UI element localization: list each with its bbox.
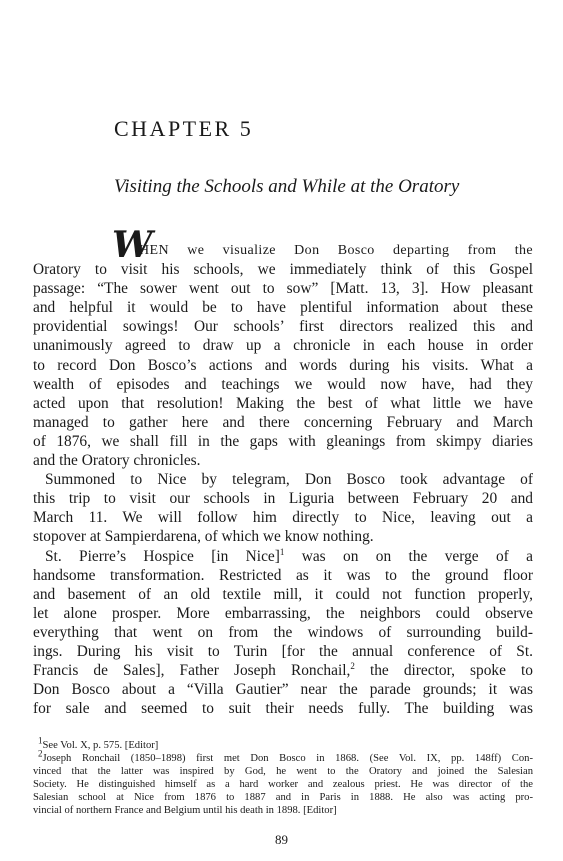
text-line: this trip to visit our schools in Liguria between February 20 and — [33, 490, 533, 508]
text-line: March 11. We will follow him directly to Nice, leaving out a — [33, 509, 533, 527]
text-line: Oratory to visit his schools, we immediately think of this Gospel — [33, 261, 533, 279]
text-line: managed to gather here and there concerning February and March — [33, 413, 533, 431]
small-caps-word: HEN we visualize Don Bosco departing from the — [139, 243, 533, 258]
text-line: everything that went on from the windows of surrounding build- — [33, 623, 533, 641]
text-line — [33, 547, 533, 566]
text-line: unanimously agreed to draw up a chronicle in each house in order — [33, 337, 533, 355]
text-line: of 1876, we shall fill in the gaps with gleanings from skimpy diaries — [33, 432, 533, 450]
text-line: and the Oratory chronicles. — [33, 452, 201, 470]
text-line: and basement of an old textile mill, it could not function properly, — [33, 585, 533, 603]
page-number: 89 — [275, 832, 288, 847]
text-line: stopover at Sampierdarena, of which we know nothing. — [33, 528, 374, 546]
footnote-line: vinced that the latter was inspired by God, he went to the Oratory and joined the Salesian — [33, 766, 533, 778]
text-line — [33, 661, 533, 680]
text-line: handsome transformation. Restricted as it was to the ground floor — [33, 566, 533, 584]
body-text — [33, 224, 533, 718]
text-fragment: St. Pierre’s Hospice [in Nice] — [45, 547, 280, 565]
footnotes — [33, 735, 533, 818]
text-line: let alone prosper. More embarrassing, the neighbors could observe — [33, 604, 533, 622]
text-line: for sale and seemed to suit their needs fully. The building was — [33, 700, 533, 718]
footnote-line: Society. He distinguished himself as a hard worker and zealous priest. He was director of the — [33, 779, 533, 791]
footnote-line: vincial of northern France and Belgium until his death in 1898. [Editor] — [33, 805, 337, 817]
footnote-ref: 2 — [350, 660, 355, 671]
chapter-title: Visiting the Schools and While at the Oratory — [114, 176, 460, 197]
text-line: providential sowings! Our schools’ first directors realized this and — [33, 318, 533, 336]
footnote-text: Joseph Ronchail (1850–1898) first met Don Bosco in 1868. (See Vol. IX, pp. 148ff) Con- — [42, 753, 533, 765]
text-line: ings. During his visit to Turin [for the annual conference of St. — [33, 642, 533, 660]
text-line: acted upon that resolution! Making the best of what little we have — [33, 394, 533, 412]
text-line: Summoned to Nice by telegram, Don Bosco took advantage of — [45, 471, 533, 489]
drop-cap: W — [112, 224, 153, 266]
footnote-mark: 2 — [38, 748, 43, 759]
footnote-mark: 1 — [38, 735, 43, 746]
footnote-1 — [33, 735, 533, 752]
text-line: wealth of episodes and teachings we would now have, had they — [33, 375, 533, 393]
text-line: Don Bosco about a “Villa Gautier” near the parade grounds; it was — [33, 681, 533, 699]
text-line: and helpful it would be to have plentiful information about these — [33, 299, 533, 317]
footnote-text: See Vol. X, p. 575. [Editor] — [42, 740, 159, 751]
footnote-2 — [33, 748, 533, 765]
text-line — [33, 224, 533, 266]
text-fragment: was on on the verge of a — [284, 547, 533, 565]
text-fragment: Francis de Sales], Father Joseph Ronchail, — [33, 662, 351, 680]
text-line: to record Don Bosco’s actions and words during his visits. What a — [33, 356, 533, 374]
text-fragment: the director, spoke to — [354, 662, 533, 680]
footnote-ref: 1 — [279, 546, 285, 557]
footnote-line: Salesian school at Nice from 1876 to 1887 and in Paris in 1888. He also was acting pro- — [33, 792, 533, 804]
chapter-number: CHAPTER 5 — [114, 116, 254, 141]
text-line: passage: “The sower went out to sow” [Matt. 13, 3]. How pleasant — [33, 280, 533, 298]
